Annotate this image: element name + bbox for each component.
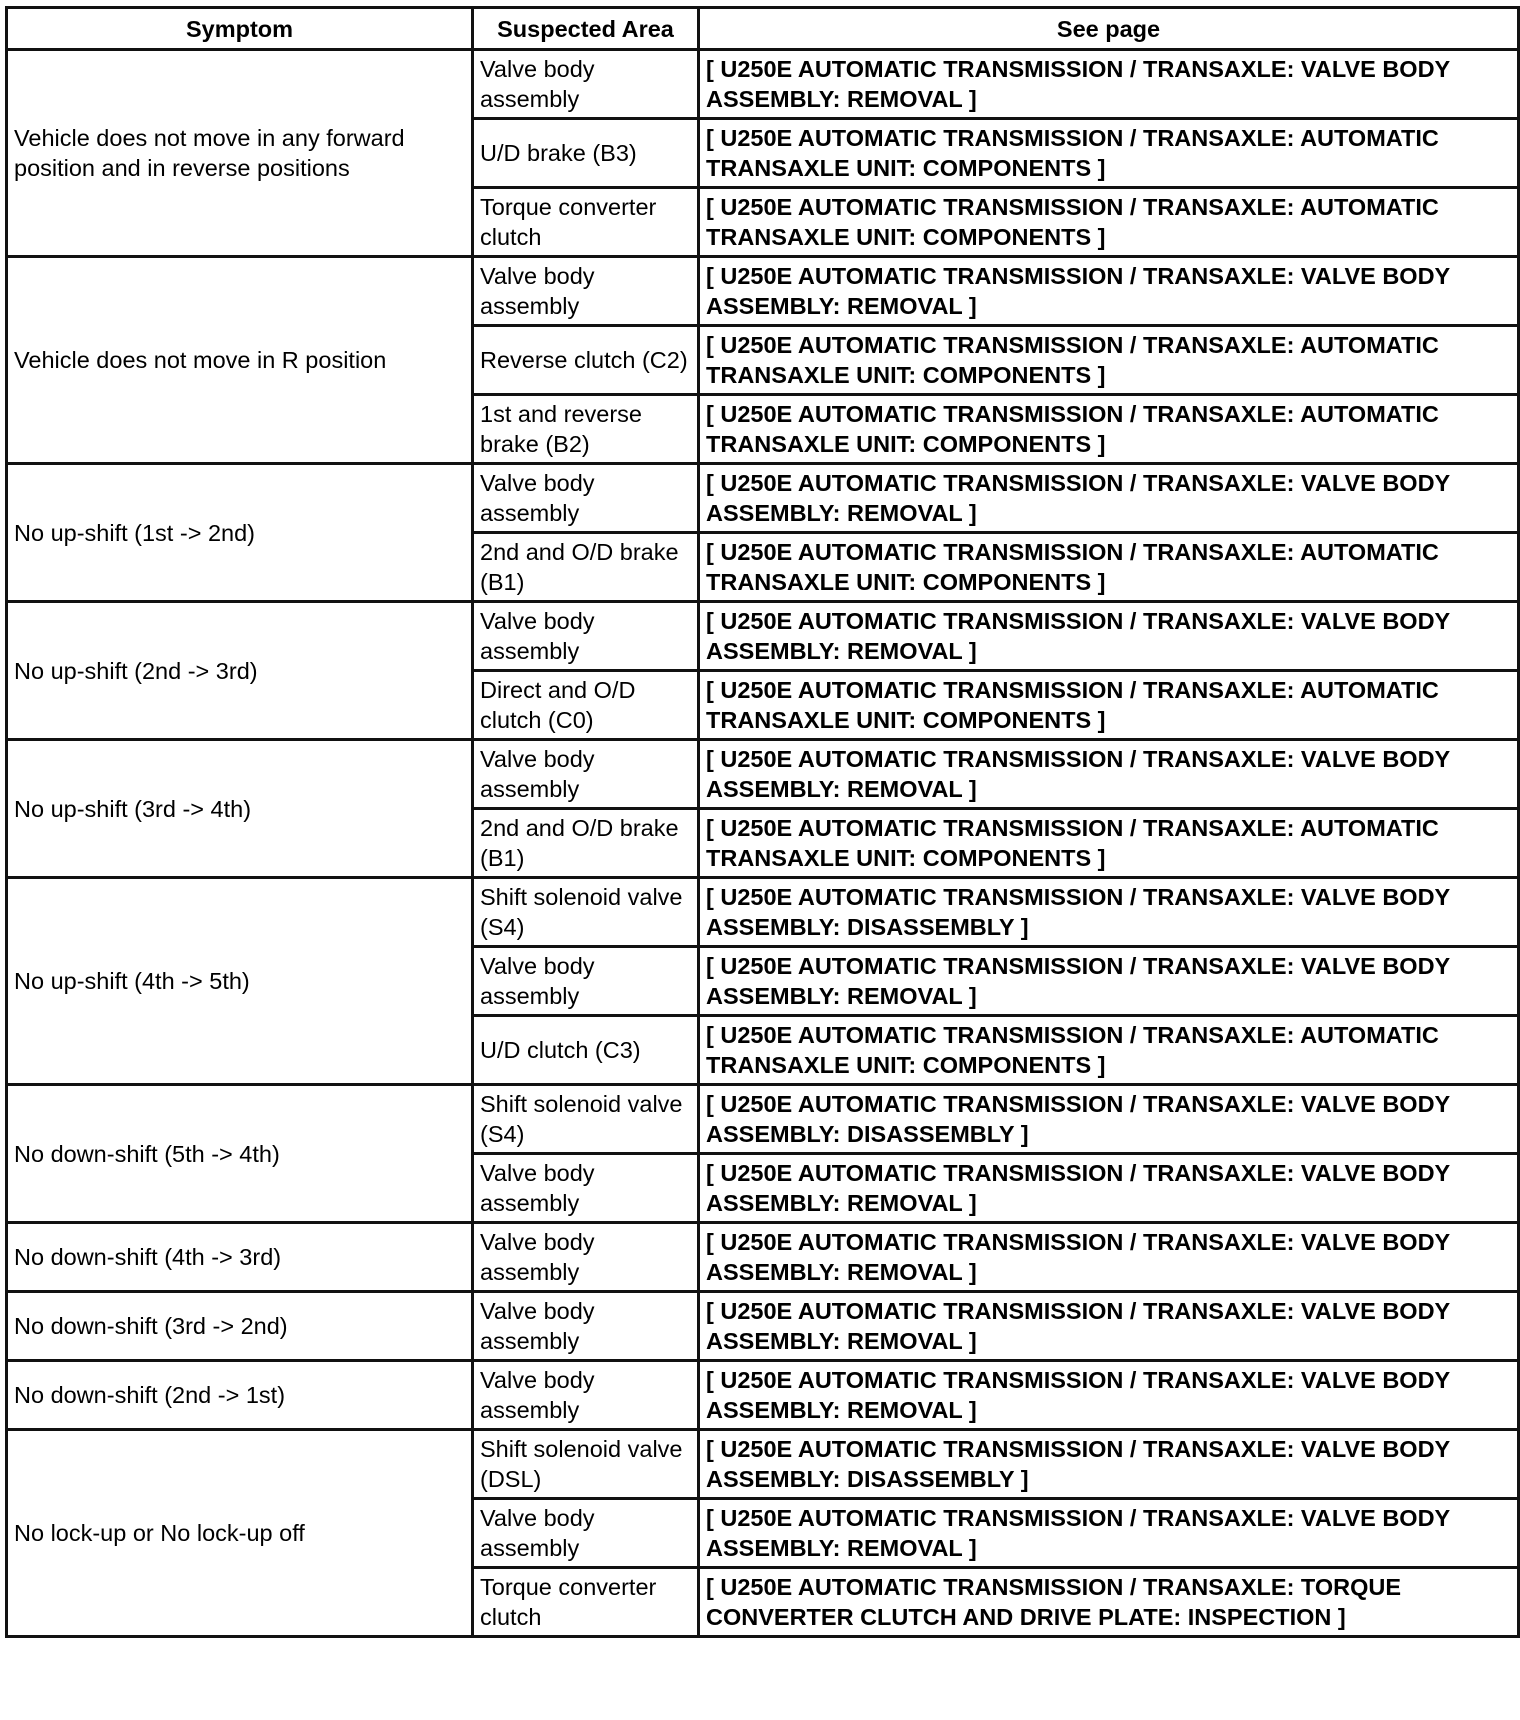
suspected-area-cell: Valve body assembly xyxy=(473,1361,699,1430)
suspected-area-cell: Valve body assembly xyxy=(473,602,699,671)
table-row xyxy=(7,1085,1519,1154)
suspected-area-cell: Valve body assembly xyxy=(473,740,699,809)
see-page-reference-link[interactable]: [ U250E AUTOMATIC TRANSMISSION / TRANSAXLE: AUTOMATIC TRANSAXLE UNIT: COMPONENTS ] xyxy=(699,533,1519,602)
symptom-cell: Vehicle does not move in any forward position and in reverse positions xyxy=(7,50,473,257)
see-page-reference-link[interactable]: [ U250E AUTOMATIC TRANSMISSION / TRANSAXLE: VALVE BODY ASSEMBLY: REMOVAL ] xyxy=(699,602,1519,671)
see-page-reference-link[interactable]: [ U250E AUTOMATIC TRANSMISSION / TRANSAXLE: TORQUE CONVERTER CLUTCH AND DRIVE PLATE: INSPECTION ] xyxy=(699,1568,1519,1637)
symptom-cell: No down-shift (4th -> 3rd) xyxy=(7,1223,473,1292)
see-page-reference-link[interactable]: [ U250E AUTOMATIC TRANSMISSION / TRANSAXLE: AUTOMATIC TRANSAXLE UNIT: COMPONENTS ] xyxy=(699,809,1519,878)
table-row xyxy=(7,740,1519,809)
see-page-reference-link[interactable]: [ U250E AUTOMATIC TRANSMISSION / TRANSAXLE: VALVE BODY ASSEMBLY: REMOVAL ] xyxy=(699,257,1519,326)
table-row xyxy=(7,464,1519,533)
see-page-reference-link[interactable]: [ U250E AUTOMATIC TRANSMISSION / TRANSAXLE: VALVE BODY ASSEMBLY: REMOVAL ] xyxy=(699,947,1519,1016)
see-page-reference-link[interactable]: [ U250E AUTOMATIC TRANSMISSION / TRANSAXLE: VALVE BODY ASSEMBLY: REMOVAL ] xyxy=(699,1292,1519,1361)
suspected-area-cell: Valve body assembly xyxy=(473,1292,699,1361)
symptom-cell: Vehicle does not move in R position xyxy=(7,257,473,464)
suspected-area-column-header: Suspected Area xyxy=(473,8,699,50)
symptom-cell: No down-shift (3rd -> 2nd) xyxy=(7,1292,473,1361)
suspected-area-cell: 2nd and O/D brake (B1) xyxy=(473,809,699,878)
see-page-reference-link[interactable]: [ U250E AUTOMATIC TRANSMISSION / TRANSAXLE: VALVE BODY ASSEMBLY: REMOVAL ] xyxy=(699,1499,1519,1568)
see-page-column-header: See page xyxy=(699,8,1519,50)
see-page-reference-link[interactable]: [ U250E AUTOMATIC TRANSMISSION / TRANSAXLE: VALVE BODY ASSEMBLY: REMOVAL ] xyxy=(699,464,1519,533)
suspected-area-cell: 2nd and O/D brake (B1) xyxy=(473,533,699,602)
symptom-cell: No lock-up or No lock-up off xyxy=(7,1430,473,1637)
table-row xyxy=(7,878,1519,947)
table-body xyxy=(7,50,1519,1637)
see-page-reference-link[interactable]: [ U250E AUTOMATIC TRANSMISSION / TRANSAXLE: VALVE BODY ASSEMBLY: REMOVAL ] xyxy=(699,740,1519,809)
suspected-area-cell: Valve body assembly xyxy=(473,1154,699,1223)
table-row xyxy=(7,1292,1519,1361)
see-page-reference-link[interactable]: [ U250E AUTOMATIC TRANSMISSION / TRANSAXLE: AUTOMATIC TRANSAXLE UNIT: COMPONENTS ] xyxy=(699,395,1519,464)
suspected-area-cell: Torque converter clutch xyxy=(473,188,699,257)
table-row xyxy=(7,602,1519,671)
table-row xyxy=(7,50,1519,119)
see-page-reference-link[interactable]: [ U250E AUTOMATIC TRANSMISSION / TRANSAXLE: VALVE BODY ASSEMBLY: REMOVAL ] xyxy=(699,1154,1519,1223)
suspected-area-cell: Valve body assembly xyxy=(473,1499,699,1568)
symptom-cell: No up-shift (2nd -> 3rd) xyxy=(7,602,473,740)
suspected-area-cell: Shift solenoid valve (S4) xyxy=(473,1085,699,1154)
table-row xyxy=(7,257,1519,326)
see-page-reference-link[interactable]: [ U250E AUTOMATIC TRANSMISSION / TRANSAXLE: VALVE BODY ASSEMBLY: REMOVAL ] xyxy=(699,50,1519,119)
suspected-area-cell: Valve body assembly xyxy=(473,947,699,1016)
see-page-reference-link[interactable]: [ U250E AUTOMATIC TRANSMISSION / TRANSAXLE: VALVE BODY ASSEMBLY: REMOVAL ] xyxy=(699,1361,1519,1430)
suspected-area-cell: Valve body assembly xyxy=(473,1223,699,1292)
symptom-column-header: Symptom xyxy=(7,8,473,50)
troubleshooting-sheet xyxy=(5,6,1517,1638)
see-page-reference-link[interactable]: [ U250E AUTOMATIC TRANSMISSION / TRANSAXLE: VALVE BODY ASSEMBLY: DISASSEMBLY ] xyxy=(699,1430,1519,1499)
see-page-reference-link[interactable]: [ U250E AUTOMATIC TRANSMISSION / TRANSAXLE: AUTOMATIC TRANSAXLE UNIT: COMPONENTS ] xyxy=(699,671,1519,740)
symptom-cell: No up-shift (3rd -> 4th) xyxy=(7,740,473,878)
table-header-row xyxy=(7,8,1519,50)
see-page-reference-link[interactable]: [ U250E AUTOMATIC TRANSMISSION / TRANSAXLE: VALVE BODY ASSEMBLY: DISASSEMBLY ] xyxy=(699,878,1519,947)
see-page-reference-link[interactable]: [ U250E AUTOMATIC TRANSMISSION / TRANSAXLE: AUTOMATIC TRANSAXLE UNIT: COMPONENTS ] xyxy=(699,188,1519,257)
symptom-cell: No up-shift (4th -> 5th) xyxy=(7,878,473,1085)
suspected-area-cell: Shift solenoid valve (DSL) xyxy=(473,1430,699,1499)
suspected-area-cell: Valve body assembly xyxy=(473,50,699,119)
symptom-cell: No down-shift (2nd -> 1st) xyxy=(7,1361,473,1430)
suspected-area-cell: Torque converter clutch xyxy=(473,1568,699,1637)
see-page-reference-link[interactable]: [ U250E AUTOMATIC TRANSMISSION / TRANSAXLE: AUTOMATIC TRANSAXLE UNIT: COMPONENTS ] xyxy=(699,1016,1519,1085)
suspected-area-cell: U/D clutch (C3) xyxy=(473,1016,699,1085)
suspected-area-cell: Valve body assembly xyxy=(473,464,699,533)
table-row xyxy=(7,1361,1519,1430)
problem-symptoms-table xyxy=(5,6,1520,1638)
suspected-area-cell: Shift solenoid valve (S4) xyxy=(473,878,699,947)
see-page-reference-link[interactable]: [ U250E AUTOMATIC TRANSMISSION / TRANSAXLE: VALVE BODY ASSEMBLY: DISASSEMBLY ] xyxy=(699,1085,1519,1154)
suspected-area-cell: Reverse clutch (C2) xyxy=(473,326,699,395)
suspected-area-cell: 1st and reverse brake (B2) xyxy=(473,395,699,464)
table-row xyxy=(7,1223,1519,1292)
symptom-cell: No down-shift (5th -> 4th) xyxy=(7,1085,473,1223)
table-row xyxy=(7,1430,1519,1499)
suspected-area-cell: Valve body assembly xyxy=(473,257,699,326)
see-page-reference-link[interactable]: [ U250E AUTOMATIC TRANSMISSION / TRANSAXLE: AUTOMATIC TRANSAXLE UNIT: COMPONENTS ] xyxy=(699,119,1519,188)
see-page-reference-link[interactable]: [ U250E AUTOMATIC TRANSMISSION / TRANSAXLE: VALVE BODY ASSEMBLY: REMOVAL ] xyxy=(699,1223,1519,1292)
see-page-reference-link[interactable]: [ U250E AUTOMATIC TRANSMISSION / TRANSAXLE: AUTOMATIC TRANSAXLE UNIT: COMPONENTS ] xyxy=(699,326,1519,395)
symptom-cell: No up-shift (1st -> 2nd) xyxy=(7,464,473,602)
suspected-area-cell: Direct and O/D clutch (C0) xyxy=(473,671,699,740)
suspected-area-cell: U/D brake (B3) xyxy=(473,119,699,188)
